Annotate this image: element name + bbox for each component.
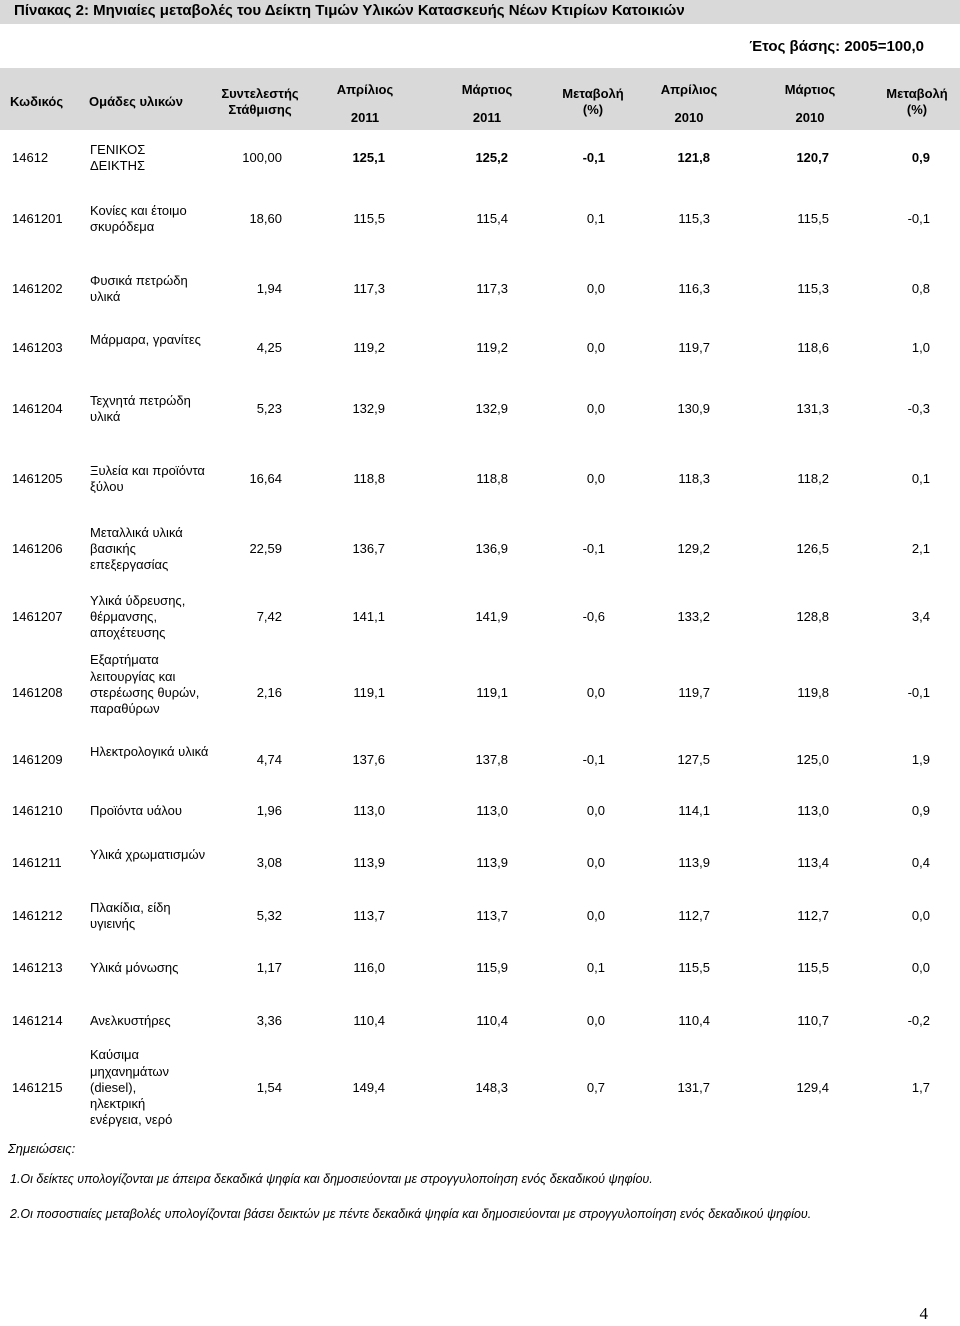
cell-change-2010: 2,1 <box>911 541 930 556</box>
cell-mar-2010: 112,7 <box>797 908 829 923</box>
cell-mar-2011: 119,2 <box>476 340 508 355</box>
cell-change-2011: 0,0 <box>586 855 605 870</box>
header-weight-line1: Συντελεστής <box>221 86 299 101</box>
cell-apr-2011: 117,3 <box>353 281 385 296</box>
cell-mar-2011: 125,2 <box>475 150 508 165</box>
cell-weight: 18,60 <box>249 211 282 226</box>
cell-change-2011: 0,0 <box>586 1013 605 1028</box>
cell-apr-2010: 112,7 <box>678 908 710 923</box>
cell-change-2011: 0,0 <box>586 685 605 700</box>
cell-group-name: Υλικά μόνωσης <box>90 959 179 975</box>
header-mar-2011-year: 2011 <box>472 110 502 126</box>
cell-weight: 1,54 <box>256 1080 282 1095</box>
cell-mar-2010: 131,3 <box>796 401 829 416</box>
cell-change-2010: 0,9 <box>911 803 930 818</box>
cell-apr-2010: 127,5 <box>677 752 710 767</box>
cell-change-2010: 0,4 <box>911 855 930 870</box>
cell-group-name: Ξυλεία και προϊόντα ξύλου <box>90 462 205 494</box>
cell-change-2011: -0,1 <box>582 150 605 165</box>
cell-change-2010: 1,7 <box>911 1080 930 1095</box>
cell-group-name: Ανελκυστήρες <box>90 1012 171 1028</box>
header-apr-2010 <box>654 82 724 127</box>
cell-mar-2011: 132,9 <box>475 401 508 416</box>
cell-apr-2011: 119,1 <box>353 685 385 700</box>
cell-group-name: Προϊόντα υάλου <box>90 802 182 818</box>
cell-change-2010: 3,4 <box>911 609 930 624</box>
header-group: Ομάδες υλικών <box>89 94 183 109</box>
header-change-2011-line2: (%) <box>582 102 604 118</box>
cell-group-name: ΓΕΝΙΚΟΣ ΔΕΙΚΤΗΣ <box>90 141 146 173</box>
header-apr-2011-year: 2011 <box>350 110 380 126</box>
cell-weight: 100,00 <box>242 150 282 165</box>
cell-apr-2011: 119,2 <box>353 340 385 355</box>
cell-apr-2011: 125,1 <box>352 150 385 165</box>
header-change-2010 <box>878 86 956 119</box>
cell-apr-2011: 136,7 <box>352 541 385 556</box>
cell-apr-2010: 115,3 <box>678 211 710 226</box>
cell-change-2011: 0,1 <box>586 211 605 226</box>
header-code: Κωδικός <box>10 94 64 109</box>
note-2: 2.Οι ποσοστιαίες μεταβολές υπολογίζονται βάσει δεικτών με πέντε δεκαδικά ψηφία και δημοσιεύονται με στρογγυλοποίηση ενός δεκαδικού ψηφίου. <box>10 1207 812 1221</box>
cell-code: 1461215 <box>12 1080 63 1095</box>
cell-mar-2011: 119,1 <box>476 685 508 700</box>
page-number: 4 <box>919 1304 928 1323</box>
cell-mar-2010: 118,6 <box>797 340 829 355</box>
cell-apr-2010: 118,3 <box>678 471 710 486</box>
cell-group-name: Φυσικά πετρώδη υλικά <box>90 272 188 304</box>
header-apr-2010-year: 2010 <box>674 110 704 126</box>
cell-code: 1461210 <box>12 803 63 818</box>
cell-change-2011: 0,1 <box>586 960 605 975</box>
header-mar-2010 <box>775 82 845 127</box>
cell-change-2011: -0,1 <box>582 541 605 556</box>
cell-apr-2010: 115,5 <box>678 960 710 975</box>
cell-weight: 4,25 <box>256 340 282 355</box>
cell-change-2011: 0,7 <box>586 1080 605 1095</box>
note-1: 1.Οι δείκτες υπολογίζονται με άπειρα δεκαδικά ψηφία και δημοσιεύονται με στρογγυλοποίηση ενός δεκαδικού ψηφίου. <box>10 1172 653 1186</box>
cell-apr-2011: 132,9 <box>352 401 385 416</box>
cell-code: 1461208 <box>12 685 63 700</box>
cell-change-2011: 0,0 <box>586 340 605 355</box>
cell-mar-2010: 118,2 <box>797 471 829 486</box>
cell-apr-2010: 116,3 <box>678 281 710 296</box>
header-mar-2010-year: 2010 <box>795 110 825 126</box>
cell-change-2010: -0,1 <box>907 211 930 226</box>
cell-mar-2011: 137,8 <box>475 752 508 767</box>
cell-mar-2011: 115,9 <box>476 960 508 975</box>
cell-apr-2011: 110,4 <box>353 1013 385 1028</box>
cell-code: 1461201 <box>12 211 63 226</box>
cell-weight: 2,16 <box>256 685 282 700</box>
header-apr-2011-month: Απρίλιος <box>336 82 394 97</box>
cell-apr-2011: 113,7 <box>353 908 385 923</box>
cell-code: 1461207 <box>12 609 63 624</box>
cell-mar-2010: 126,5 <box>796 541 829 556</box>
cell-change-2011: -0,1 <box>582 752 605 767</box>
cell-code: 1461204 <box>12 401 63 416</box>
cell-weight: 3,36 <box>256 1013 282 1028</box>
cell-apr-2011: 113,0 <box>353 803 385 818</box>
cell-apr-2010: 119,7 <box>678 685 710 700</box>
cell-mar-2011: 115,4 <box>476 211 508 226</box>
cell-mar-2011: 113,7 <box>476 908 508 923</box>
cell-change-2011: 0,0 <box>586 908 605 923</box>
base-year-note: Έτος βάσης: 2005=100,0 <box>749 38 924 55</box>
cell-code: 1461211 <box>12 855 62 870</box>
cell-code: 1461212 <box>12 908 63 923</box>
cell-group-name: Πλακίδια, είδη υγιεινής <box>90 899 171 931</box>
header-mar-2011 <box>452 82 522 127</box>
cell-change-2011: 0,0 <box>586 281 605 296</box>
cell-mar-2011: 110,4 <box>476 1013 508 1028</box>
cell-mar-2010: 113,0 <box>797 803 829 818</box>
cell-mar-2010: 110,7 <box>797 1013 829 1028</box>
cell-apr-2010: 119,7 <box>678 340 710 355</box>
cell-mar-2010: 128,8 <box>796 609 829 624</box>
cell-change-2011: 0,0 <box>586 401 605 416</box>
header-change-2010-line2: (%) <box>906 102 928 118</box>
cell-change-2010: 0,0 <box>911 908 930 923</box>
cell-weight: 5,23 <box>256 401 282 416</box>
cell-apr-2011: 115,5 <box>353 211 385 226</box>
cell-apr-2010: 129,2 <box>677 541 710 556</box>
cell-code: 1461203 <box>12 340 63 355</box>
cell-group-name: Υλικά ύδρευσης, θέρμανσης, αποχέτευσης <box>90 592 186 641</box>
cell-mar-2011: 148,3 <box>475 1080 508 1095</box>
cell-apr-2011: 116,0 <box>353 960 385 975</box>
cell-mar-2011: 141,9 <box>475 609 508 624</box>
cell-change-2011: 0,0 <box>586 471 605 486</box>
cell-group-name: Εξαρτήματα λειτουργίας και στερέωσης θυρών, παραθύρων <box>90 652 200 717</box>
cell-weight: 3,08 <box>256 855 282 870</box>
cell-weight: 22,59 <box>249 541 282 556</box>
cell-apr-2010: 114,1 <box>678 803 710 818</box>
cell-code: 14612 <box>12 150 49 165</box>
cell-apr-2010: 133,2 <box>677 609 710 624</box>
cell-group-name: Ηλεκτρολογικά υλικά <box>90 743 209 759</box>
cell-weight: 1,94 <box>256 281 282 296</box>
cell-group-name: Μεταλλικά υλικά βασικής επεξεργασίας <box>90 524 183 573</box>
cell-weight: 4,74 <box>256 752 282 767</box>
cell-mar-2010: 125,0 <box>796 752 829 767</box>
cell-apr-2011: 137,6 <box>352 752 385 767</box>
cell-apr-2010: 131,7 <box>677 1080 710 1095</box>
cell-change-2010: -0,3 <box>907 401 930 416</box>
cell-group-name: Καύσιμα μηχανημάτων (diesel), ηλεκτρική ενέργεια, νερό <box>90 1047 173 1128</box>
notes-label: Σημειώσεις: <box>8 1141 76 1156</box>
cell-group-name: Τεχνητά πετρώδη υλικά <box>90 392 191 424</box>
cell-mar-2010: 115,5 <box>797 211 829 226</box>
cell-mar-2011: 113,0 <box>476 803 508 818</box>
cell-mar-2010: 115,3 <box>797 281 829 296</box>
cell-mar-2010: 113,4 <box>797 855 829 870</box>
cell-weight: 1,96 <box>256 803 282 818</box>
cell-weight: 5,32 <box>256 908 282 923</box>
cell-apr-2010: 113,9 <box>678 855 710 870</box>
cell-code: 1461206 <box>12 541 63 556</box>
cell-change-2011: 0,0 <box>586 803 605 818</box>
cell-change-2010: 0,9 <box>911 150 930 165</box>
header-weight-line2: Στάθμισης <box>228 102 292 118</box>
header-mar-2010-month: Μάρτιος <box>784 82 836 97</box>
header-mar-2011-month: Μάρτιος <box>461 82 513 97</box>
cell-mar-2010: 119,8 <box>797 685 829 700</box>
cell-change-2010: 0,8 <box>911 281 930 296</box>
cell-code: 1461202 <box>12 281 63 296</box>
cell-group-name: Κονίες και έτοιμο σκυρόδεμα <box>90 202 187 234</box>
cell-mar-2010: 129,4 <box>796 1080 829 1095</box>
cell-change-2010: -0,2 <box>907 1013 930 1028</box>
cell-apr-2010: 130,9 <box>677 401 710 416</box>
cell-apr-2011: 118,8 <box>353 471 385 486</box>
cell-code: 1461209 <box>12 752 63 767</box>
cell-apr-2011: 141,1 <box>352 609 385 624</box>
cell-change-2011: -0,6 <box>582 609 605 624</box>
header-apr-2010-month: Απρίλιος <box>660 82 718 97</box>
header-apr-2011 <box>330 82 400 127</box>
cell-group-name: Μάρμαρα, γρανίτες <box>90 331 201 347</box>
table-title: Πίνακας 2: Μηνιαίες μεταβολές του Δείκτη Τιμών Υλικών Κατασκευής Νέων Κτιρίων Κατοικιών <box>14 2 685 19</box>
cell-change-2010: 1,0 <box>911 340 930 355</box>
cell-change-2010: 1,9 <box>911 752 930 767</box>
cell-code: 1461214 <box>12 1013 63 1028</box>
cell-mar-2011: 136,9 <box>475 541 508 556</box>
header-change-2011-line1: Μεταβολή <box>562 86 624 101</box>
cell-apr-2011: 113,9 <box>353 855 385 870</box>
cell-apr-2010: 121,8 <box>677 150 710 165</box>
cell-code: 1461213 <box>12 960 63 975</box>
cell-weight: 16,64 <box>249 471 282 486</box>
cell-mar-2011: 117,3 <box>476 281 508 296</box>
cell-mar-2010: 120,7 <box>796 150 829 165</box>
cell-mar-2011: 113,9 <box>476 855 508 870</box>
cell-change-2010: -0,1 <box>907 685 930 700</box>
cell-code: 1461205 <box>12 471 63 486</box>
cell-mar-2010: 115,5 <box>797 960 829 975</box>
cell-group-name: Υλικά χρωματισμών <box>90 846 206 862</box>
cell-change-2010: 0,0 <box>911 960 930 975</box>
cell-apr-2010: 110,4 <box>678 1013 710 1028</box>
cell-weight: 1,17 <box>256 960 282 975</box>
cell-change-2010: 0,1 <box>911 471 930 486</box>
cell-mar-2011: 118,8 <box>476 471 508 486</box>
header-weight <box>216 86 304 119</box>
header-change-2010-line1: Μεταβολή <box>886 86 948 101</box>
cell-apr-2011: 149,4 <box>352 1080 385 1095</box>
cell-weight: 7,42 <box>256 609 282 624</box>
header-change-2011 <box>556 86 630 119</box>
